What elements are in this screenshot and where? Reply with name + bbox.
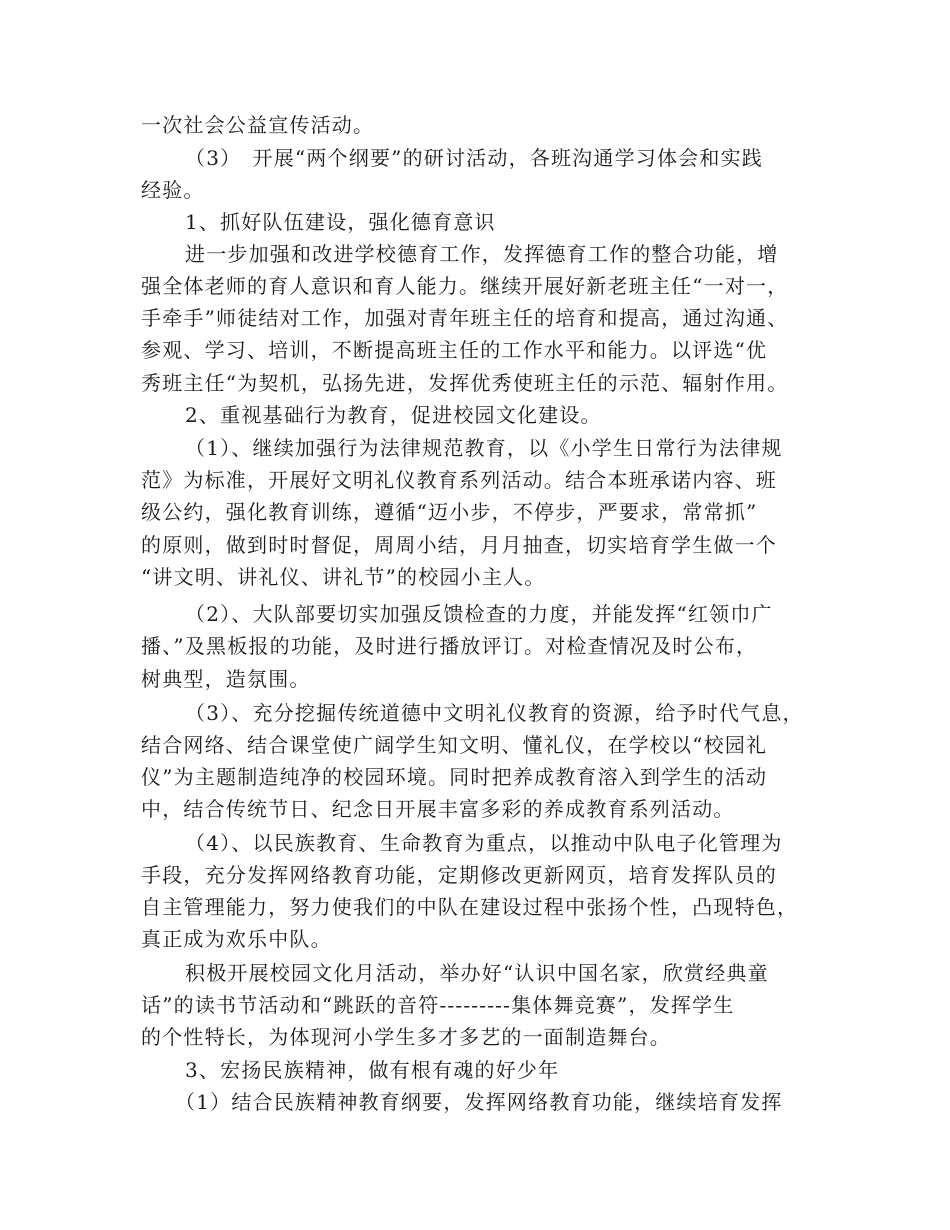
text-line: 级公约，强化教育训练，遵循“迈小步，不停步，严要求，常常抓” [141,500,758,524]
text-line: 参观、学习、培训，不断提高班主任的工作水平和能力。以评选“优 [141,338,768,362]
text-line: 话”的读书节活动和“跳跃的音符---------集体舞竞赛”，发挥学生 [141,993,735,1017]
text-line: 真正成为欢乐中队。 [141,927,332,951]
text-line: （1）、继续加强行为法律规范教育，以《小学生日常行为法律规 [185,436,783,460]
text-line: “讲文明、讲礼仪、讲礼节”的校园小主人。 [141,565,546,589]
text-line: 自主管理能力，努力使我们的中队在建设过程中张扬个性，凸现特色， [141,895,799,919]
text-line: 仪”为主题制造纯净的校园环境。同时把养成教育溶入到学生的活动 [141,765,768,789]
text-line: 中，结合传统节日、纪念日开展丰富多彩的养成教育系列活动。 [141,797,735,821]
text-line: 的个性特长，为体现河小学生多才多艺的一面制造舞台。 [141,1025,671,1049]
text-line: 进一步加强和改进学校德育工作，发挥德育工作的整合功能，增 [185,242,779,266]
text-line: （3） 开展“两个纲要”的研讨活动，各班沟通学习体会和实践 [185,146,763,170]
section-heading: 3、宏扬民族精神，做有根有魂的好少年 [185,1058,560,1082]
text-line: 手段，充分发挥网络教育功能，定期修改更新网页，培育发挥队员的 [141,863,777,887]
text-line: （1）结合民族精神教育纲要，发挥网络教育功能，继续培育发挥 [175,1090,783,1114]
text-line: 树典型，造氛围。 [141,667,311,691]
text-line: （3）、充分挖掘传统道德中文明礼仪教育的资源，给予时代气息， [185,701,804,725]
text-line: 手牵手”师徒结对工作，加强对青年班主任的培育和提高，通过沟通、 [141,306,789,330]
text-line: 播、”及黑板报的功能，及时进行播放评订。对检查情况及时公布， [141,634,758,658]
text-line: 结合网络、结合课堂使广阔学生知文明、懂礼仪，在学校以“校园礼 [141,733,768,757]
text-line: 一次社会公益宣传活动。 [141,113,375,137]
text-line: （2）、大队部要切实加强反馈检查的力度，并能发挥“红领巾广 [185,602,773,626]
section-heading: 2、重视基础行为教育，促进校园文化建设。 [185,403,602,427]
text-line: 的原则，做到时时督促，周周小结，月月抽查，切实培育学生做一个 [141,533,777,557]
text-line: 经验。 [141,178,205,202]
text-line: 强全体老师的育人意识和育人能力。继续开展好新老班主任“一对一， [141,274,789,298]
text-line: 积极开展校园文化月活动，举办好“认识中国名家，欣赏经典童 [185,961,769,985]
text-line: 范》为标准，开展好文明礼仪教育系列活动。结合本班承诺内容、班 [141,468,777,492]
text-line: 秀班主任“为契机，弘扬先进，发挥优秀使班主任的示范、辐射作用。 [141,371,789,395]
section-heading: 1、抓好队伍建设，强化德育意识 [185,210,496,234]
text-line: （4）、以民族教育、生命教育为重点，以推动中队电子化管理为 [185,831,783,855]
